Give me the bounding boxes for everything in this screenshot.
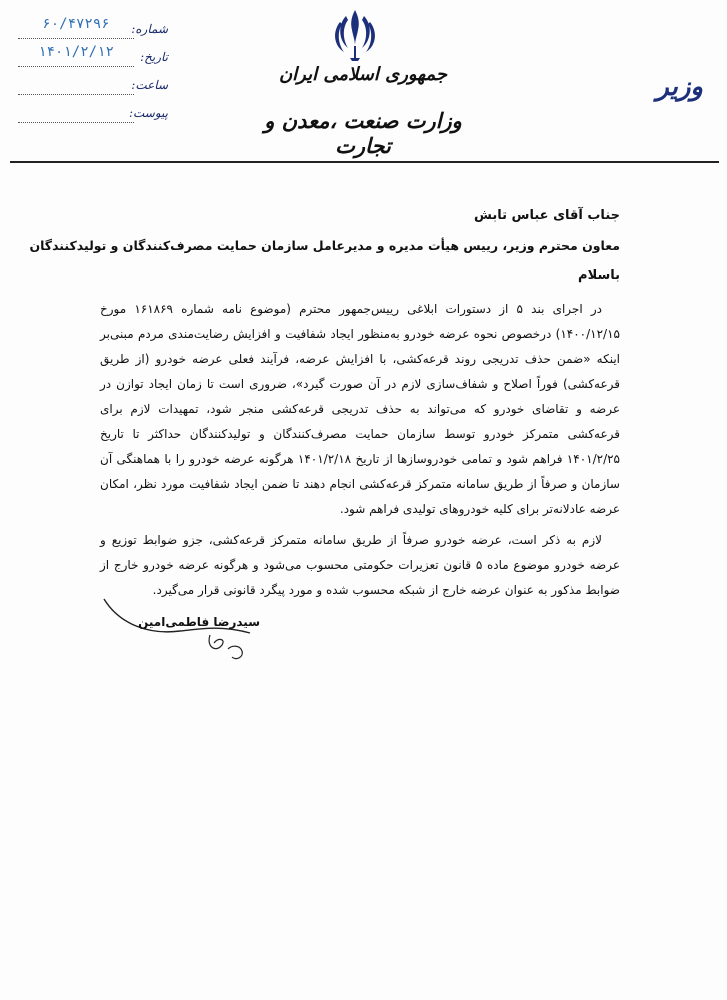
meta-number-row bbox=[18, 16, 168, 44]
minister-title: وزیر bbox=[656, 72, 703, 102]
meta-date-row bbox=[18, 44, 168, 72]
meta-date-line bbox=[18, 66, 134, 67]
signatory-name: سیدرضا فاطمی‌امین bbox=[138, 615, 260, 629]
signature-scribble bbox=[100, 595, 260, 675]
paragraph-1: در اجرای بند ۵ از دستورات ابلاغی رییس‌جمهور محترم (موضوع نامه شماره ۱۶۱۸۶۹ مورخ ۱۴۰۰/۱۲/۱۵) درخصوص نحوه عرضه خودرو به‌منظور ایجاد شفافیت و افزایش رضایت‌مندی مردم مبنی‌بر اینکه «ضمن حذف تدریجی روند قرعه‌کشی، با افزایش عرضه، فرآیند فعلی عرضه خودرو (از طریق قرعه‌کشی) فوراً اصلاح و شفاف‌سازی لازم در آن صورت گیرد»، ضروری است تا زمان ایجاد توازن در عرضه و تقاضای خودرو که می‌تواند به حذف تدریجی قرعه‌کشی منجر شود، تمهیدات لازم برای قرعه‌کشی متمرکز خودرو توسط سازمان حمایت مصرف‌کنندگان و تولیدکنندگان حداکثر تا تاریخ ۱۴۰۱/۲/۲۵ فراهم شود و تمامی خودروسازها از تاریخ ۱۴۰۱/۲/۱۸ هرگونه عرضه خودرو را با هماهنگی آن سازمان و صرفاً از طریق سامانه متمرکز قرعه‌کشی انجام دهند تا ضمن ایجاد شفافیت مورد نظر، امکان عرضه عادلانه‌تر برای کلیه خودروهای تولیدی فراهم شود. bbox=[100, 302, 620, 516]
meta-attachment-line bbox=[18, 122, 134, 123]
meta-attachment-row bbox=[18, 100, 168, 128]
paragraph-2: لازم به ذکر است، عرضه خودرو صرفاً از طریق سامانه متمرکز قرعه‌کشی، جزو ضوابط توزیع و عرضه خودرو موضوع ماده ۵ قانون تعزیرات حکومتی محسوب می‌شود و هرگونه عرضه خودرو خارج از ضوابط مذکور به عنوان عرضه خارج از شبکه محسوب شده و مورد پیگرد قانونی قرار می‌گیرد. bbox=[100, 533, 621, 597]
meta-time-label: ساعت: bbox=[131, 78, 168, 92]
meta-attachment-label: پیوست: bbox=[128, 106, 168, 120]
meta-time-row bbox=[18, 72, 168, 100]
signature-block bbox=[100, 595, 260, 675]
meta-number-label: شماره: bbox=[131, 22, 168, 36]
meta-date-label: تاریخ: bbox=[140, 50, 168, 64]
meta-date-value: ۱۴۰۱/۲/۱۲ bbox=[38, 44, 114, 60]
addressee: جناب آقای عباس تابش bbox=[474, 208, 620, 223]
meta-number-line bbox=[18, 38, 134, 39]
header-divider bbox=[10, 161, 719, 163]
letter-body bbox=[29, 205, 621, 603]
letter-meta bbox=[18, 16, 168, 128]
republic-title: جمهوری اسلامی ایران bbox=[278, 64, 448, 85]
meta-number-value: ۶۰/۴۷۲۹۶ bbox=[42, 16, 110, 32]
addressee-title: معاون محترم وزیر، رییس هیأت مدیره و مدیرعامل سازمان حمایت مصرف‌کنندگان و تولیدکنندگان bbox=[29, 238, 620, 253]
iran-emblem-icon bbox=[330, 6, 380, 64]
ministry-title: وزارت صنعت ،معدن و تجارت bbox=[264, 108, 462, 158]
meta-time-line bbox=[18, 94, 134, 95]
greeting: باسلام bbox=[578, 268, 620, 283]
